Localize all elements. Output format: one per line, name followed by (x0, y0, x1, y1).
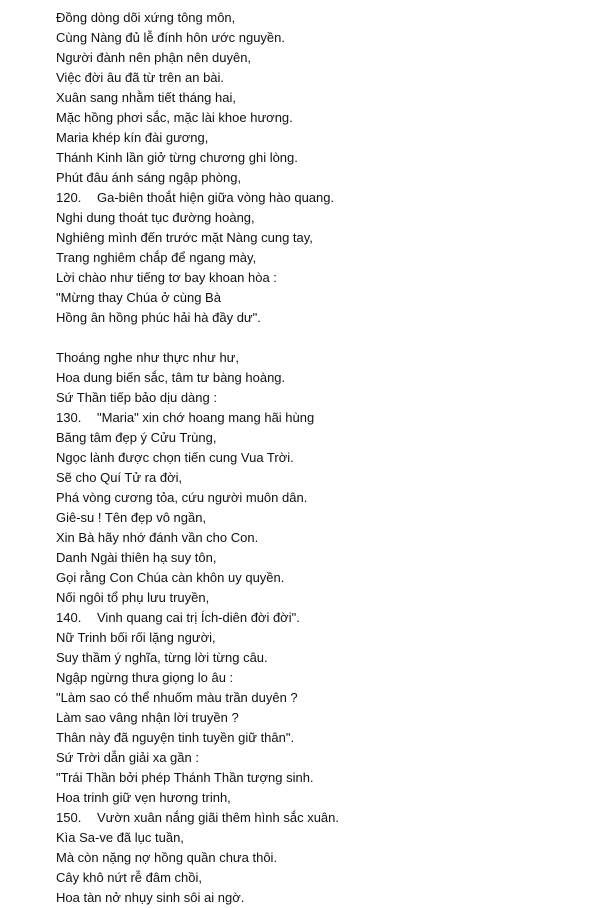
line-number: 150. (56, 810, 82, 825)
verse-line (56, 868, 586, 888)
verse-text: Người đành nên phận nên duyên, (56, 50, 252, 65)
verse-line (56, 768, 586, 788)
verse-text: Kìa Sa-ve đã lục tuần, (56, 830, 184, 845)
verse-line (56, 708, 586, 728)
verse-line (56, 728, 586, 748)
verse-line (56, 468, 586, 488)
verse-text: Giê-su ! Tên đẹp vô ngần, (56, 510, 207, 525)
verse-text: Hoa trinh giữ vẹn hương trinh, (56, 790, 231, 805)
verse-text: Băng tâm đẹp ý Cửu Trùng, (56, 430, 217, 445)
verse-text: Xuân sang nhằm tiết tháng hai, (56, 90, 236, 105)
verse-line (56, 168, 586, 188)
numbered-verse-line (56, 408, 586, 428)
verse-line (56, 448, 586, 468)
numbered-verse-line (56, 188, 586, 208)
verse-text: Trang nghiêm chắp để ngang mày, (56, 250, 257, 265)
verse-text: Ga-biên thoắt hiện giữa vòng hào quang. (97, 190, 335, 205)
verse-line (56, 28, 586, 48)
line-number: 140. (56, 610, 82, 625)
line-number: 120. (56, 190, 82, 205)
verse-line (56, 688, 586, 708)
verse-line (56, 668, 586, 688)
verse-line (56, 628, 586, 648)
verse-text: Sẽ cho Quí Tử ra đời, (56, 470, 183, 485)
verse-line (56, 508, 586, 528)
line-number: 130. (56, 410, 82, 425)
verse-text: Mà còn nặng nợ hồng quần chưa thôi. (56, 850, 278, 865)
verse-text: Thoáng nghe như thực như hư, (56, 350, 239, 365)
verse-line (56, 268, 586, 288)
verse-line (56, 108, 586, 128)
numbered-verse-line (56, 608, 586, 628)
verse-text: Vinh quang cai trị Ích-diên đời đời". (97, 610, 300, 625)
verse-text: Nghiêng mình đến trước mặt Nàng cung tay, (56, 230, 313, 245)
verse-text: Làm sao vâng nhận lời truyền ? (56, 710, 239, 725)
verse-line (56, 128, 586, 148)
numbered-verse-line (56, 808, 586, 828)
verse-text: Phá vòng cương tỏa, cứu người muôn dân. (56, 490, 308, 505)
verse-text: Suy thầm ý nghĩa, từng lời từng câu. (56, 650, 268, 665)
verse-text: Hoa tàn nở nhụy sinh sôi ai ngờ. (56, 890, 245, 905)
verse-text: "Làm sao có thể nhuốm màu trần duyên ? (56, 690, 298, 705)
verse-text: Maria khép kín đài gương, (56, 130, 209, 145)
verse-line (56, 68, 586, 88)
verse-text: Cây khô nứt rễ đâm chồi, (56, 870, 202, 885)
verse-text: "Mừng thay Chúa ở cùng Bà (56, 290, 221, 305)
verse-line (56, 828, 586, 848)
verse-line (56, 748, 586, 768)
verse-line (56, 308, 586, 328)
verse-text: Thân này đã nguyện tinh tuyền giữ thân". (56, 730, 295, 745)
verse-text: Xin Bà hãy nhớ đánh vần cho Con. (56, 530, 259, 545)
verse-line (56, 48, 586, 68)
verse-line (56, 428, 586, 448)
verse-text: Hồng ân hồng phúc hải hà đầy dư". (56, 310, 261, 325)
verse-line (56, 488, 586, 508)
verse-line (56, 288, 586, 308)
verse-line (56, 228, 586, 248)
verse-text: Ngập ngừng thưa giọng lo âu : (56, 670, 234, 685)
verse-text: Phút đâu ánh sáng ngập phòng, (56, 170, 242, 185)
verse-text: Nối ngôi tổ phụ lưu truyền, (56, 590, 210, 605)
poem-text (56, 8, 586, 908)
verse-text: Sứ Trời dẫn giải xa gần : (56, 750, 199, 765)
verse-text: Nghi dung thoát tục đường hoàng, (56, 210, 255, 225)
verse-line (56, 788, 586, 808)
verse-line (56, 348, 586, 368)
verse-text: Mặc hồng phơi sắc, mặc lài khoe hương. (56, 110, 293, 125)
verse-text: Sứ Thần tiếp bảo dịu dàng : (56, 390, 217, 405)
verse-text: Hoa dung biến sắc, tâm tư bàng hoàng. (56, 370, 286, 385)
verse-line (56, 588, 586, 608)
verse-line (56, 88, 586, 108)
verse-line (56, 248, 586, 268)
verse-line (56, 528, 586, 548)
verse-text: "Maria" xin chớ hoang mang hãi hùng (97, 410, 315, 425)
verse-line (56, 548, 586, 568)
verse-text: "Trái Thần bởi phép Thánh Thần tượng sinh. (56, 770, 314, 785)
verse-text: Cùng Nàng đủ lễ đính hôn ước nguyền. (56, 30, 285, 45)
verse-text: Nữ Trinh bối rối lặng người, (56, 630, 216, 645)
verse-line (56, 888, 586, 908)
verse-text: Đồng dòng dõi xứng tông môn, (56, 10, 236, 25)
verse-line (56, 388, 586, 408)
verse-line (56, 648, 586, 668)
verse-text: Vườn xuân nắng giãi thêm hình sắc xuân. (97, 810, 339, 825)
verse-line (56, 568, 586, 588)
verse-line (56, 8, 586, 28)
verse-line (56, 368, 586, 388)
verse-text: Việc đời âu đã từ trên an bài. (56, 70, 225, 85)
verse-text: Lời chào như tiếng tơ bay khoan hòa : (56, 270, 277, 285)
verse-line (56, 148, 586, 168)
verse-text: Thánh Kinh lần giở từng chương ghi lòng. (56, 150, 298, 165)
verse-text: Ngọc lành được chọn tiến cung Vua Trời. (56, 450, 294, 465)
verse-line (56, 208, 586, 228)
verse-line (56, 848, 586, 868)
verse-text: Danh Ngài thiên hạ suy tôn, (56, 550, 217, 565)
verse-line (56, 328, 586, 348)
verse-text: Gọi rằng Con Chúa càn khôn uy quyền. (56, 570, 285, 585)
